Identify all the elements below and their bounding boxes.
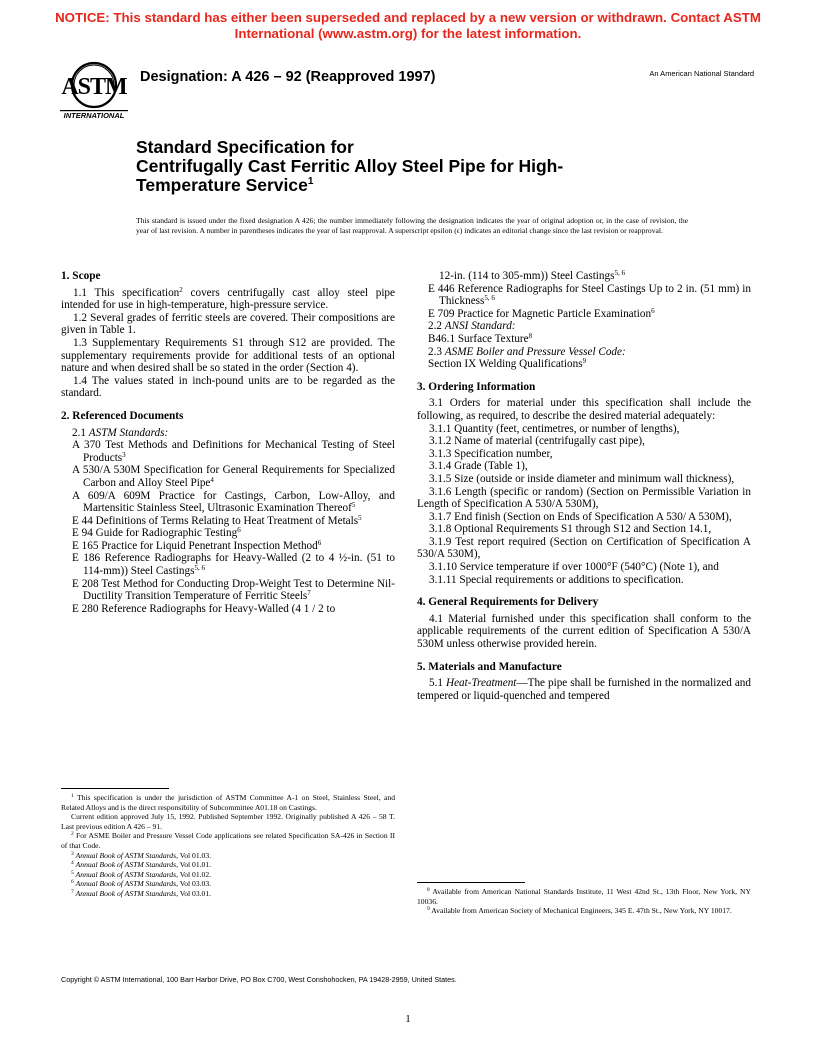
para-2-3-num: 2.3 bbox=[428, 345, 445, 358]
item-3-1-8: 3.1.8 Optional Requirements S1 through S12 and Section 14.1, bbox=[429, 523, 712, 536]
para-2-2-num: 2.2 bbox=[428, 320, 445, 333]
ref-e44-sup: 5 bbox=[358, 513, 362, 522]
ref-b461-text: B46.1 Surface Texture bbox=[428, 332, 529, 345]
ref-e280-continued bbox=[417, 270, 751, 283]
para-5-1 bbox=[417, 677, 751, 702]
footnote-7-vol: , Vol 03.01. bbox=[176, 888, 212, 898]
footnote-4 bbox=[61, 860, 395, 870]
ref-a609-sup: 5 bbox=[351, 501, 356, 510]
footnote-9 bbox=[417, 906, 751, 916]
ref-e280-sup: 5, 6 bbox=[614, 269, 625, 277]
footnotes-left bbox=[61, 793, 395, 899]
footnote-9-mark: 9 bbox=[427, 906, 430, 913]
ref-e446 bbox=[417, 283, 751, 308]
footnote-7 bbox=[61, 889, 395, 899]
section-1-heading: 1. Scope bbox=[61, 270, 101, 282]
ref-e709-text: E 709 Practice for Magnetic Particle Examination bbox=[428, 307, 652, 320]
footnote-1-text: This specification is under the jurisdiction of ASTM Committee A-1 on Steel, Stainless Steel, and Related Alloys and is the direct responsibility of Subcommittee A01.18 on Castings. bbox=[61, 793, 395, 812]
section-3-heading: 3. Ordering Information bbox=[417, 380, 536, 393]
title-footnote-ref: 1 bbox=[307, 176, 314, 187]
ref-a609 bbox=[61, 490, 395, 515]
ref-e446-sup: 5, 6 bbox=[484, 294, 495, 303]
item-3-1-6: 3.1.6 Length (specific or random) (Section on Permissible Variation in Length of Specification A 530/A 530M), bbox=[417, 485, 751, 511]
footnote-8 bbox=[417, 887, 751, 906]
para-3-1: 3.1 Orders for material under this specification shall include the following, as required, to describe the desired material adequately: bbox=[417, 397, 751, 422]
logo-letters: ASTM bbox=[61, 74, 127, 100]
ref-e44-text: E 44 Definitions of Terms Relating to Heat Treatment of Metals bbox=[72, 514, 359, 527]
footnote-rule-right bbox=[417, 882, 525, 883]
footnote-1-mark: 1 bbox=[71, 793, 74, 799]
item-3-1-2: 3.1.2 Name of material (centrifugally cast pipe), bbox=[429, 435, 645, 448]
ref-e280-text: E 280 Reference Radiographs for Heavy-Walled (4 1 / 2 to bbox=[72, 602, 336, 615]
ref-e208 bbox=[61, 578, 395, 603]
ref-e186-text: E 186 Reference Radiographs for Heavy-Walled (2 to 4 ½-in. (51 to 114-mm)) Steel Castings bbox=[72, 552, 395, 578]
issued-statement: This standard is issued under the fixed designation A 426; the number immediately following the designation indicates the year of original adoption or, in the case of revision, the year of last revision. A number in parentheses indicates the year of last reapproval. A superscript epsilon (ϵ) indicates an editorial change since the last revision or reapproval. bbox=[136, 216, 688, 236]
para-5-1-num: 5.1 bbox=[429, 677, 446, 690]
para-2-2-text: ANSI Standard: bbox=[444, 320, 516, 333]
footnote-3-vol: , Vol 01.03. bbox=[176, 850, 212, 860]
ref-b461 bbox=[417, 333, 751, 346]
para-5-1-text: —The pipe shall be furnished in the normalized and tempered or liquid-quenched and tempered bbox=[417, 677, 751, 702]
ref-e44 bbox=[61, 515, 395, 528]
copyright-line: Copyright © ASTM International, 100 Barr Harbor Drive, PO Box C700, West Conshohocken, PA 19428-2959, United States. bbox=[61, 975, 457, 984]
footnote-1 bbox=[61, 793, 395, 812]
ref-a609-text: A 609/A 609M Practice for Castings, Carbon, Low-Alloy, and Martensitic Stainless Steel, Ultrasonic Examination Thereof bbox=[72, 489, 395, 515]
footnote-6 bbox=[61, 879, 395, 889]
footnote-7-mark: 7 bbox=[71, 888, 74, 895]
section-5-heading: 5. Materials and Manufacture bbox=[417, 660, 562, 673]
footnote-2-mark: 2 bbox=[71, 831, 74, 838]
footnote-5-mark: 5 bbox=[71, 869, 74, 876]
para-2-1-text: ASTM Standards: bbox=[88, 426, 169, 439]
title-line-3-text: Temperature Service bbox=[136, 175, 308, 195]
footnote-8-text: Available from American National Standards Institute, 11 West 42nd St., 13th Floor, New York, NY 10036. bbox=[417, 887, 751, 906]
ref-a370-sup: 3 bbox=[122, 450, 126, 459]
ref-e208-sup: 7 bbox=[307, 589, 311, 598]
footnote-8-mark: 8 bbox=[427, 887, 430, 893]
right-column bbox=[417, 270, 751, 702]
para-2-1-num: 2.1 bbox=[72, 426, 89, 439]
title-line-1: Standard Specification for bbox=[136, 137, 354, 157]
ref-e186 bbox=[61, 552, 395, 577]
footnote-9-text: Available from American Society of Mechanical Engineers, 345 E. 47th St., New York, NY 10017. bbox=[429, 906, 732, 916]
document-title bbox=[136, 138, 696, 195]
footnote-2 bbox=[61, 831, 395, 850]
ref-a370 bbox=[61, 439, 395, 464]
footnote-3 bbox=[61, 851, 395, 861]
ref-e94 bbox=[61, 527, 395, 540]
designation: Designation: A 426 – 92 (Reapproved 1997) bbox=[140, 69, 436, 85]
ref-e94-text: E 94 Guide for Radiographic Testing bbox=[72, 527, 238, 540]
footnote-5-book: Annual Book of ASTM Standards bbox=[75, 869, 177, 879]
para-1-1 bbox=[61, 287, 395, 312]
footnote-1b: Current edition approved July 15, 1992. Published September 1992. Originally published A 426 – 58 T. Last previous edition A 426 – 91. bbox=[61, 812, 395, 831]
footnote-5-vol: , Vol 01.02. bbox=[176, 869, 212, 879]
ref-e280-cont-text: 12-in. (114 to 305-mm)) Steel Castings bbox=[439, 270, 615, 282]
title-line-3 bbox=[136, 176, 696, 195]
footnote-rule-left bbox=[61, 788, 169, 789]
footnote-7-book: Annual Book of ASTM Standards bbox=[75, 888, 177, 898]
ref-e186-sup: 5, 6 bbox=[194, 564, 205, 573]
footnote-3-mark: 3 bbox=[71, 850, 74, 857]
para-1-1-text-a: 1.1 This specification bbox=[73, 286, 180, 299]
ref-e709 bbox=[417, 308, 751, 321]
para-1-1-text-b: covers centrifugally cast alloy steel pipe intended for use in high-temperature, high-pressure service. bbox=[61, 286, 395, 312]
item-3-1-5: 3.1.5 Size (outside or inside diameter and minimum wall thickness), bbox=[429, 472, 735, 485]
ref-a530-text: A 530/A 530M Specification for General Requirements for Specialized Carbon and Alloy Steel Pipe bbox=[72, 464, 395, 489]
footnote-5 bbox=[61, 870, 395, 880]
para-1-1-sup: 2 bbox=[179, 285, 183, 294]
footnote-2-text: For ASME Boiler and Pressure Vessel Code applications see related Specification SA-426 in Section II of that Code. bbox=[61, 831, 395, 850]
item-3-1-4: 3.1.4 Grade (Table 1), bbox=[429, 460, 528, 473]
item-3-1-1: 3.1.1 Quantity (feet, centimetres, or number of lengths), bbox=[429, 422, 680, 435]
page-number: 1 bbox=[405, 1013, 411, 1025]
left-column bbox=[61, 270, 395, 615]
footnotes-right bbox=[417, 887, 751, 916]
ref-a530-sup: 4 bbox=[210, 475, 214, 484]
ref-e94-sup: 6 bbox=[237, 526, 241, 535]
item-3-1-11: 3.1.11 Special requirements or additions to specification. bbox=[429, 573, 684, 586]
ref-e208-text: E 208 Test Method for Conducting Drop-Weight Test to Determine Nil-Ductility Transition Temperature of Ferritic Steels bbox=[72, 577, 395, 603]
footnote-6-book: Annual Book of ASTM Standards bbox=[75, 879, 177, 889]
para-2-3-text: ASME Boiler and Pressure Vessel Code: bbox=[444, 345, 626, 358]
astm-logo bbox=[60, 58, 128, 120]
item-3-1-9: 3.1.9 Test report required (Section on Certification of Specification A 530/A 530M), bbox=[417, 535, 751, 561]
footnote-4-mark: 4 bbox=[71, 860, 74, 867]
ref-e446-text: E 446 Reference Radiographs for Steel Castings Up to 2 in. (51 mm) in Thickness bbox=[428, 282, 751, 308]
footnote-4-vol: , Vol 01.01. bbox=[176, 860, 212, 870]
footnote-3-book: Annual Book of ASTM Standards bbox=[75, 850, 177, 860]
ref-b461-sup: 8 bbox=[528, 331, 533, 340]
item-3-1-7: 3.1.7 End finish (Section on Ends of Specification A 530/ A 530M), bbox=[429, 510, 732, 523]
section-4-heading: 4. General Requirements for Delivery bbox=[417, 596, 599, 609]
astm-logo-icon bbox=[60, 58, 128, 120]
ref-e280 bbox=[61, 603, 395, 616]
footnote-6-mark: 6 bbox=[71, 879, 74, 886]
ref-section-ix-sup: 9 bbox=[582, 357, 587, 366]
para-1-3: 1.3 Supplementary Requirements S1 through S12 are provided. The supplementary requirements provide for additional tests of an optional nature and when desired shall be so stated in the order (Section 4). bbox=[61, 336, 395, 375]
title-line-2: Centrifugally Cast Ferritic Alloy Steel Pipe for High- bbox=[136, 156, 564, 176]
ref-a370-text: A 370 Test Methods and Definitions for Mechanical Testing of Steel Products bbox=[72, 439, 395, 464]
ref-a530 bbox=[61, 464, 395, 489]
para-1-2: 1.2 Several grades of ferritic steels are covered. Their compositions are given in Table 1. bbox=[61, 311, 395, 337]
footnote-4-book: Annual Book of ASTM Standards bbox=[75, 860, 177, 870]
para-4-1: 4.1 Material furnished under this specification shall conform to the applicable requirements of the current edition of Specification A 530/A 530M unless otherwise provided herein. bbox=[417, 612, 751, 651]
item-3-1-3: 3.1.3 Specification number, bbox=[429, 447, 553, 460]
ref-e709-sup: 6 bbox=[651, 306, 655, 315]
american-national-standard-label: An American National Standard bbox=[649, 69, 754, 78]
section-2-heading: 2. Referenced Documents bbox=[61, 409, 184, 422]
ref-section-ix bbox=[417, 358, 751, 371]
footnote-6-vol: , Vol 03.03. bbox=[176, 879, 212, 889]
ref-e165-sup: 6 bbox=[317, 538, 322, 547]
para-5-1-label: Heat-Treatment bbox=[445, 677, 517, 690]
ref-section-ix-text: Section IX Welding Qualifications bbox=[428, 358, 583, 371]
para-2-1 bbox=[61, 427, 395, 440]
ref-e165 bbox=[61, 540, 395, 553]
ref-e165-text: E 165 Practice for Liquid Penetrant Inspection Method bbox=[72, 539, 318, 552]
para-1-4: 1.4 The values stated in inch-pound units are to be regarded as the standard. bbox=[61, 374, 395, 400]
logo-caption: INTERNATIONAL bbox=[63, 111, 125, 120]
para-2-2 bbox=[417, 320, 751, 333]
item-3-1-10: 3.1.10 Service temperature if over 1000°F (540°C) (Note 1), and bbox=[429, 561, 719, 574]
notice-banner: NOTICE: This standard has either been superseded and replaced by a new version or withdrawn. Contact ASTM International (www.astm.org) for the latest information. bbox=[55, 10, 761, 41]
